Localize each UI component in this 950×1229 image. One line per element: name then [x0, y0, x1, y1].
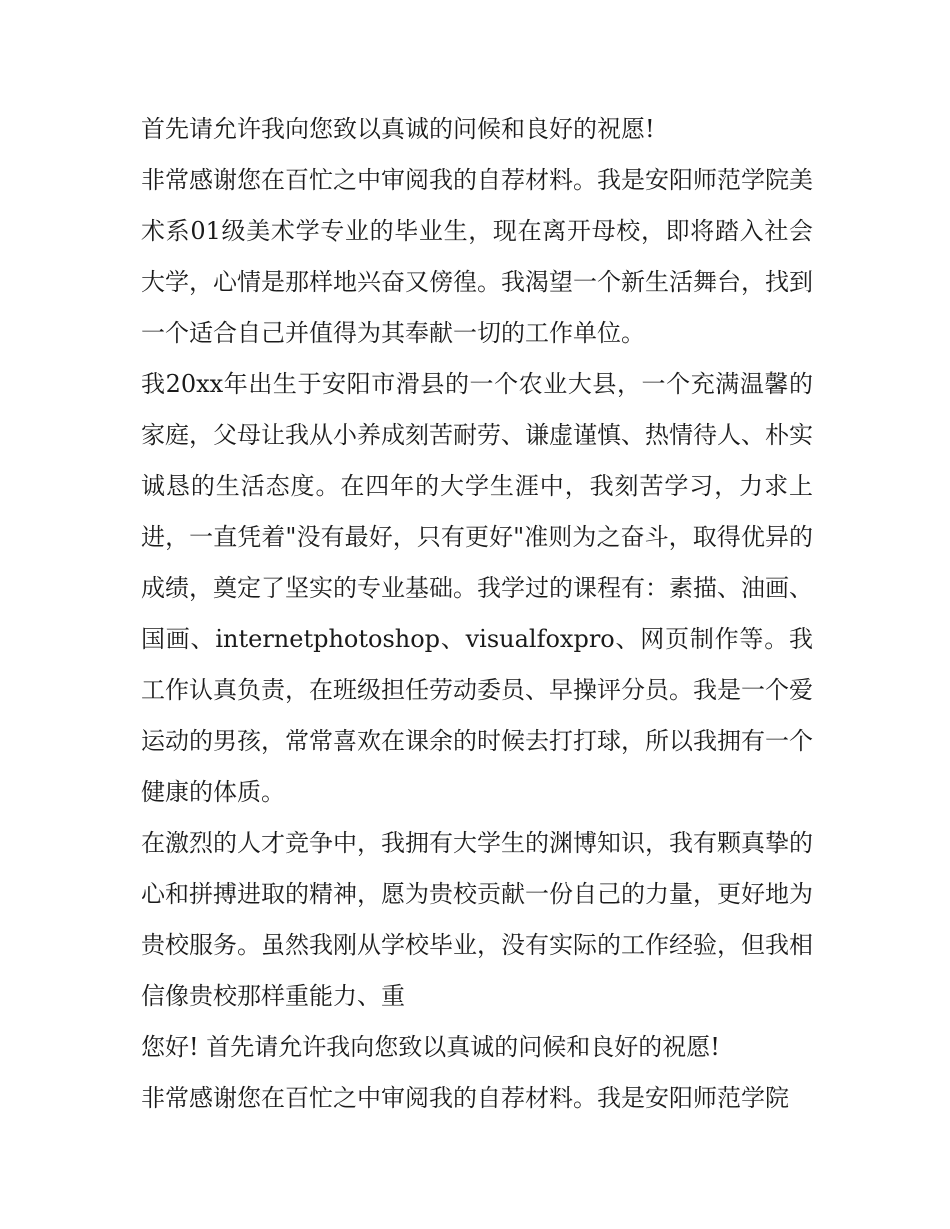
- paragraph-greeting: 首先请允许我向您致以真诚的问候和良好的祝愿!: [141, 115, 655, 143]
- paragraph-motivation: 在激烈的人才竞争中，我拥有大学生的渊博知识，我有颗真挚的心和拼搏进取的精神，愿为贵校贡献一份自己的力量，更好地为贵校服务。虽然我刚从学校毕业，没有实际的工作经验，但我相信像贵校那样重能力、重: [141, 829, 813, 1010]
- document-body: [141, 104, 813, 1124]
- paragraph-introduction: 非常感谢您在百忙之中审阅我的自荐材料。我是安阳师范学院美术系01级美术学专业的毕业生，现在离开母校，即将踏入社会大学，心情是那样地兴奋又傍徨。我渴望一个新生活舞台，找到一个适合自己并值得为其奉献一切的工作单位。: [141, 166, 813, 347]
- paragraph-greeting-repeat: 您好! 首先请允许我向您致以真诚的问候和良好的祝愿!: [141, 1033, 720, 1061]
- paragraph-introduction-repeat: 非常感谢您在百忙之中审阅我的自荐材料。我是安阳师范学院: [141, 1084, 789, 1112]
- paragraph-background: 我20xx年出生于安阳市滑县的一个农业大县，一个充满温馨的家庭，父母让我从小养成刻苦耐劳、谦虚谨慎、热情待人、朴实诚恳的生活态度。在四年的大学生涯中，我刻苦学习，力求上进，一直凭着"没有最好，只有更好"准则为之奋斗，取得优异的成绩，奠定了坚实的专业基础。我学过的课程有：素描、油画、国画、internetphotoshop、visualfoxpro、网页制作等。我工作认真负责，在班级担任劳动委员、早操评分员。我是一个爱运动的男孩，常常喜欢在课余的时候去打打球，所以我拥有一个健康的体质。: [141, 370, 813, 806]
